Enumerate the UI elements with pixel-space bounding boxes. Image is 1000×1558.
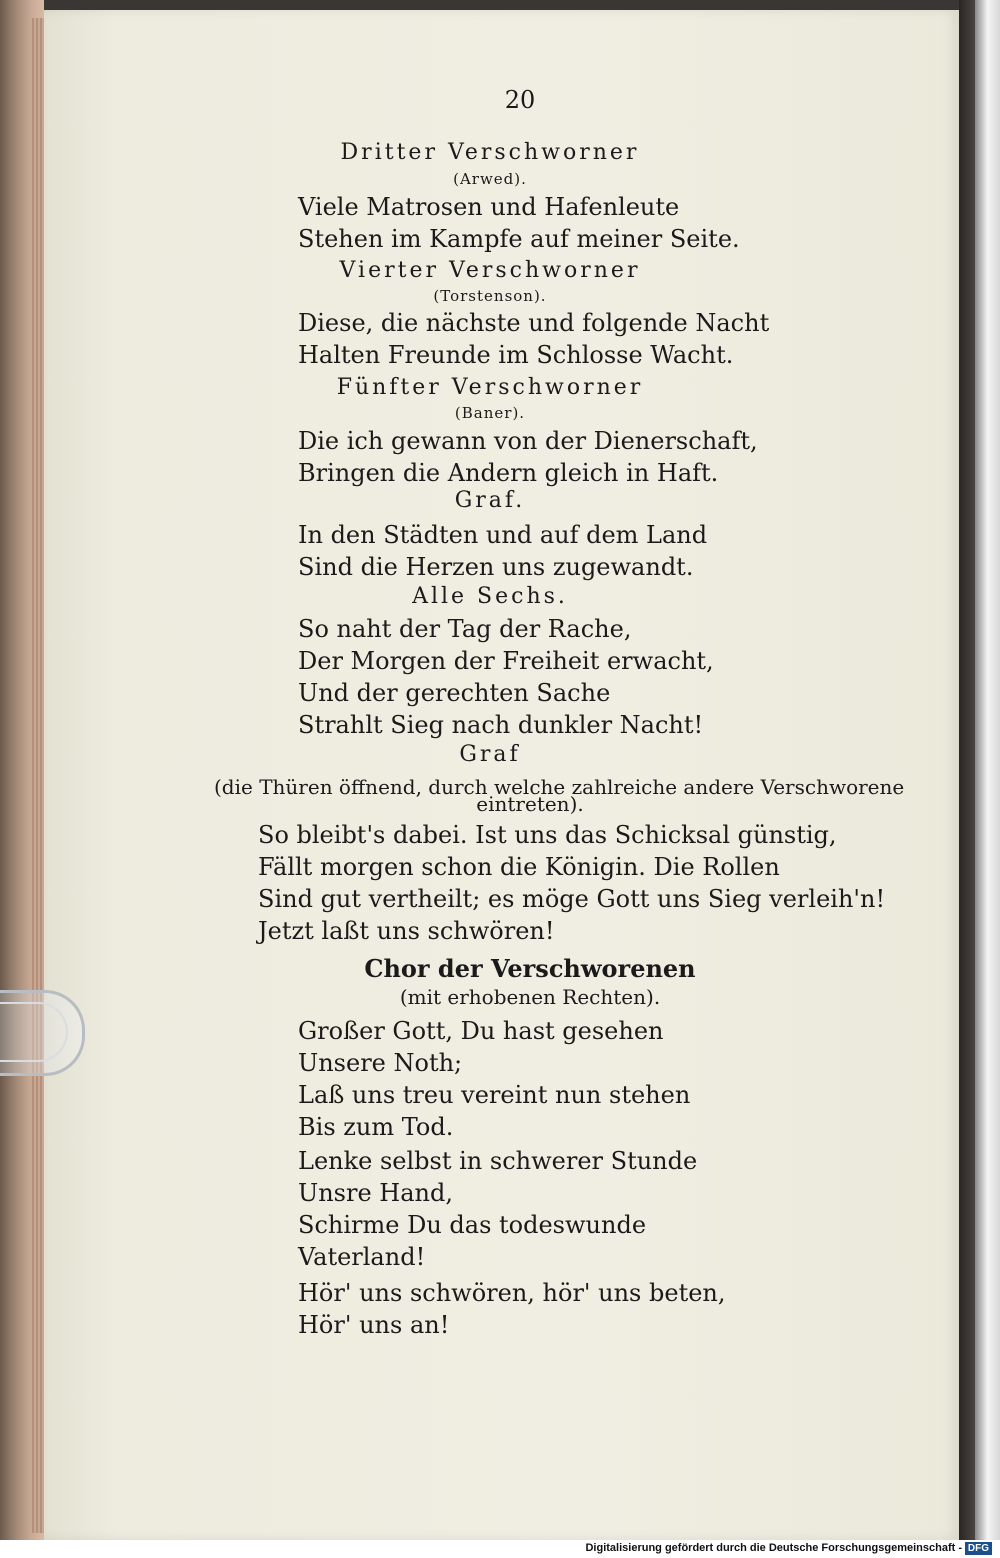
verse-line: In den Städten und auf dem Land [298,521,708,549]
verse-line: Und der gerechten Sache [298,679,611,707]
verse-line: Laß uns treu vereint nun stehen [298,1081,691,1109]
speaker-name: Alle Sechs. [412,584,568,609]
page-stack [30,18,44,1533]
speaker-note: (Torstenson). [433,287,547,305]
verse-line: Sind die Herzen uns zugewandt. [298,553,694,581]
verse-line: Viele Matrosen und Hafenleute [298,193,680,221]
verse-line: Lenke selbst in schwerer Stunde [298,1147,698,1175]
verse-line: Stehen im Kampfe auf meiner Seite. [298,225,740,253]
speaker-note: (Baner). [454,404,526,422]
page-number: 20 [504,86,536,114]
verse-line: Hör' uns an! [298,1311,450,1339]
paper-clip-inner [0,1002,68,1062]
speaker-note: (Arwed). [453,170,527,188]
verse-line: Die ich gewann von der Dienerschaft, [298,427,758,455]
verse-line: Bringen die Andern gleich in Haft. [298,459,719,487]
verse-line: Diese, die nächste und folgende Nacht [298,309,770,337]
verse-line: Schirme Du das todeswunde [298,1211,647,1239]
speaker-name: Graf [459,742,521,767]
stage-direction: eintreten). [476,792,584,816]
verse-line: Bis zum Tod. [298,1113,454,1141]
chorus-heading: Chor der Verschworenen [364,954,696,983]
verse-line: Halten Freunde im Schlosse Wacht. [298,341,734,369]
verse-line: Unsre Hand, [298,1179,453,1207]
verse-line: Hör' uns schwören, hör' uns beten, [298,1279,726,1307]
speaker-name: Vierter Verschworner [339,258,641,283]
verse-line: Der Morgen der Freiheit erwacht, [298,647,714,675]
verse-line: Unsere Noth; [298,1049,463,1077]
footer-credit: Digitalisierung gefördert durch die Deutsche Forschungsgemeinschaft - [585,1542,962,1554]
verse-line: Fällt morgen schon die Königin. Die Rollen [258,853,780,881]
dfg-logo: DFG [965,1542,992,1555]
verse-line: Strahlt Sieg nach dunkler Nacht! [298,711,704,739]
verse-line: Sind gut vertheilt; es möge Gott uns Sieg verleih'n! [258,885,886,913]
verse-line: Jetzt laßt uns schwören! [258,917,555,945]
verse-line: So naht der Tag der Rache, [298,615,632,643]
speaker-name: Dritter Verschworner [340,140,640,165]
stage-direction: (die Thüren öffnend, durch welche zahlreiche andere Verschworene [214,775,905,799]
right-white-edge [975,0,1000,1540]
verse-line: So bleibt's dabei. Ist uns das Schicksal günstig, [258,821,837,849]
stage-direction: (mit erhobenen Rechten). [399,985,661,1009]
footer-bar [0,1540,1000,1558]
verse-line: Großer Gott, Du hast gesehen [298,1017,664,1045]
verse-line: Vaterland! [298,1243,426,1271]
speaker-name: Fünfter Verschworner [336,375,644,400]
speaker-name: Graf. [454,488,526,513]
